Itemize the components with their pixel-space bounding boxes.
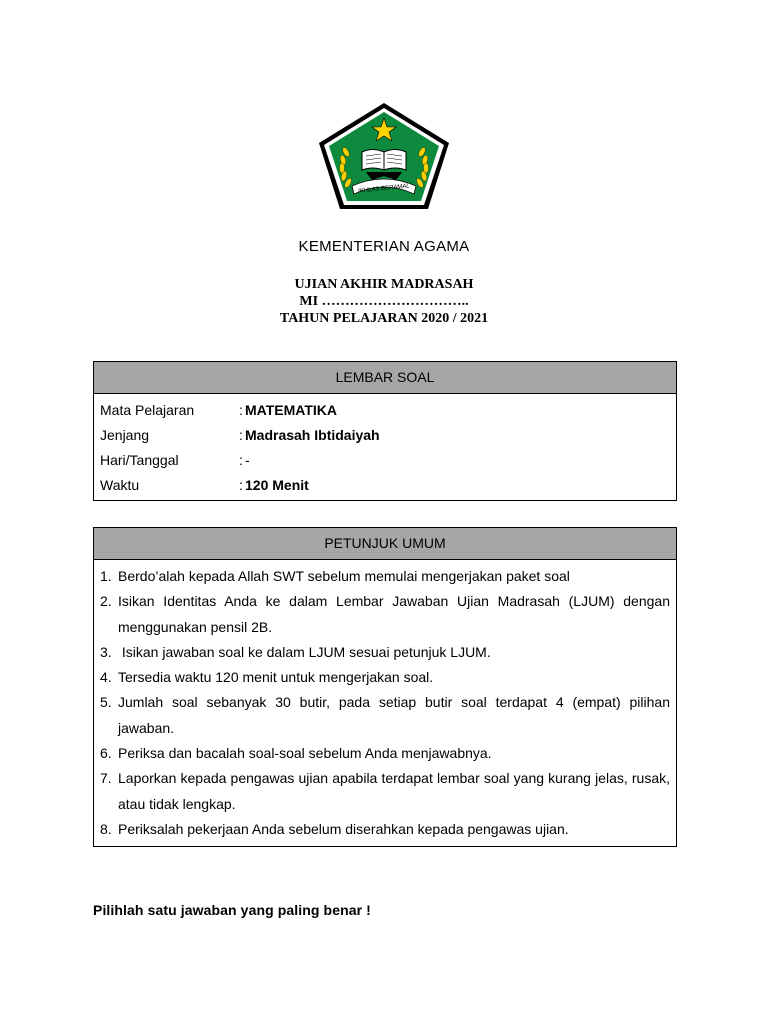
rule-item bbox=[100, 564, 670, 589]
petunjuk-umum-title: PETUNJUK UMUM bbox=[94, 528, 676, 560]
info-row-subject bbox=[100, 398, 670, 423]
rule-item bbox=[100, 665, 670, 690]
rule-item bbox=[100, 741, 670, 766]
info-value: Madrasah Ibtidaiyah bbox=[245, 427, 380, 443]
school-year: TAHUN PELAJARAN 2020 / 2021 bbox=[279, 311, 489, 326]
exam-heading bbox=[0, 276, 768, 327]
info-separator: : bbox=[239, 477, 243, 493]
rule-text: Berdo’alah kepada Allah SWT sebelum memulai mengerjakan paket soal bbox=[118, 568, 570, 584]
info-row-time bbox=[100, 473, 670, 498]
rule-number: 6. bbox=[100, 745, 112, 762]
info-label: Hari/Tanggal bbox=[100, 452, 179, 468]
rule-text: Periksa dan bacalah soal-soal sebelum Anda menjawabnya. bbox=[118, 745, 492, 762]
rule-number: 7. bbox=[100, 770, 112, 787]
petunjuk-umum-box bbox=[93, 527, 677, 847]
rule-number: 8. bbox=[100, 820, 112, 837]
info-row-level bbox=[100, 423, 670, 448]
rule-text: Isikan jawaban soal ke dalam LJUM sesuai petunjuk LJUM. bbox=[118, 643, 491, 660]
rule-number: 5. bbox=[100, 694, 112, 711]
rule-number: 2. bbox=[100, 593, 112, 610]
rule-text: Laporkan kepada pengawas ujian apabila terdapat lembar soal yang kurang jelas, rusak, atau tidak lengkap. bbox=[118, 770, 670, 812]
info-value: MATEMATIKA bbox=[245, 402, 338, 418]
rule-text: Periksalah pekerjaan Anda sebelum diserahkan kepada pengawas ujian. bbox=[118, 820, 569, 837]
rule-item bbox=[100, 640, 670, 665]
lembar-soal-box bbox=[93, 361, 677, 501]
info-separator: : bbox=[239, 452, 243, 468]
info-separator: : bbox=[239, 402, 243, 418]
info-value: - bbox=[245, 452, 250, 468]
rule-item bbox=[100, 690, 670, 741]
info-label: Waktu bbox=[100, 477, 140, 493]
info-value: 120 Menit bbox=[245, 477, 309, 493]
lembar-soal-title: LEMBAR SOAL bbox=[94, 362, 676, 394]
info-row-date bbox=[100, 448, 670, 473]
exam-title: UJIAN AKHIR MADRASAH bbox=[294, 277, 474, 292]
logo-motto: IKHLAS BERAMAL bbox=[357, 183, 410, 195]
rule-number: 3. bbox=[100, 643, 112, 660]
info-label: Mata Pelajaran bbox=[100, 402, 195, 418]
organization-title: KEMENTERIAN AGAMA bbox=[298, 238, 470, 255]
rule-text: Isikan Identitas Anda ke dalam Lembar Jawaban Ujian Madrasah (LJUM) dengan menggunakan pensil 2B. bbox=[118, 593, 670, 635]
rule-number: 4. bbox=[100, 669, 112, 686]
question-instruction: Pilihlah satu jawaban yang paling benar ! bbox=[93, 902, 371, 918]
kemenag-logo-icon bbox=[316, 100, 452, 212]
rule-text: Jumlah soal sebanyak 30 butir, pada setiap butir soal terdapat 4 (empat) pilihan jawaban. bbox=[118, 694, 670, 736]
rule-item bbox=[100, 766, 670, 817]
school-name: MI ………………………….. bbox=[299, 294, 469, 309]
info-separator: : bbox=[239, 427, 243, 443]
rule-text: Tersedia waktu 120 menit untuk mengerjakan soal. bbox=[118, 669, 434, 686]
info-label: Jenjang bbox=[100, 427, 150, 443]
rule-item bbox=[100, 589, 670, 640]
rule-item bbox=[100, 817, 670, 842]
rule-number: 1. bbox=[100, 568, 112, 584]
